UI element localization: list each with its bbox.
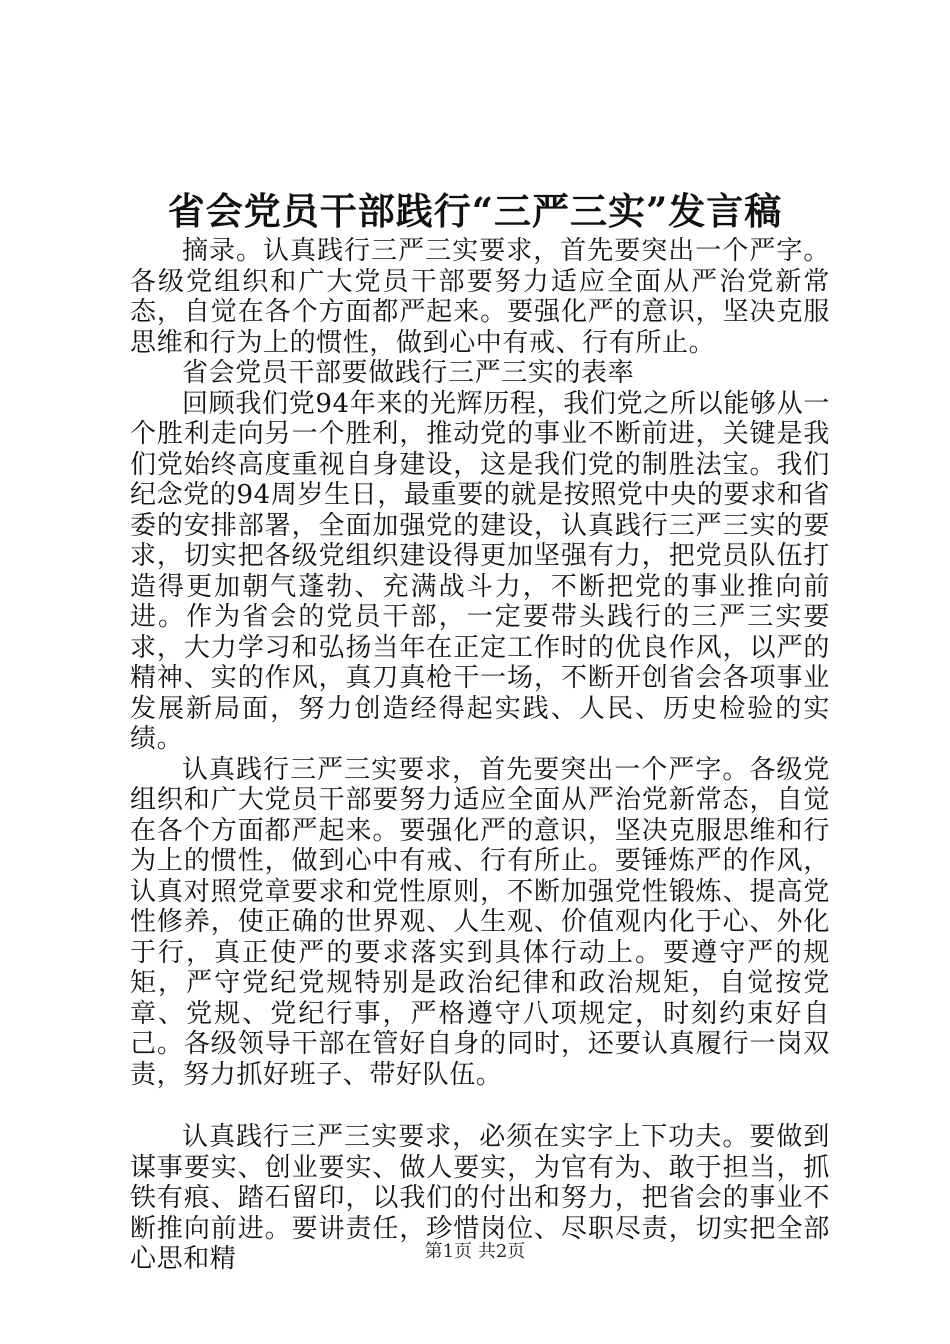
document-title: 省会党员干部践行“三严三实”发言稿 xyxy=(167,189,783,233)
page-number-footer: 第1页 共2页 xyxy=(424,1241,526,1262)
paragraph-history: 回顾我们党94年来的光辉历程，我们党之所以能够从一个胜利走向另一个胜利，推动党的事业不断前进，关键是我们党始终高度重视自身建设，这是我们党的制胜法宝。我们纪念党的94周岁生日，最重要的就是按照党中央的要求和省委的安排部署，全面加强党的建设，认真践行三严三实的要求，切实把各级党组织建设得更加坚强有力，把党员队伍打造得更加朝气蓬勃、充满战斗力，不断把党的事业推向前进。作为省会的党员干部，一定要带头践行的三严三实要求，大力学习和弘扬当年在正定工作时的优良作风，以严的精神、实的作风，真刀真枪干一场，不断开创省会各项事业发展新局面，努力创造经得起实践、人民、历史检验的实绩。 xyxy=(130,388,830,754)
paragraph-subtitle: 省会党员干部要做践行三严三实的表率 xyxy=(182,358,635,388)
paragraph-practical: 认真践行三严三实要求，必须在实字上下功夫。要做到谋事要实、创业要实、做人要实，为官有为、敢于担当，抓铁有痕、踏石留印，以我们的付出和努力，把省会的事业不断推向前进。要讲责任，珍惜岗位、尽职尽责，切实把全部心思和精 xyxy=(130,1122,830,1274)
paragraph-abstract: 摘录。认真践行三严三实要求，首先要突出一个严字。各级党组织和广大党员干部要努力适应全面从严治党新常态，自觉在各个方面都严起来。要强化严的意识，坚决克服思维和行为上的惯性，做到心中有戒、行有所止。 xyxy=(130,236,830,358)
document-body xyxy=(130,236,830,1275)
paragraph-strict: 认真践行三严三实要求，首先要突出一个严字。各级党组织和广大党员干部要努力适应全面从严治党新常态，自觉在各个方面都严起来。要强化严的意识，坚决克服思维和行为上的惯性，做到心中有戒、行有所止。要锤炼严的作风，认真对照党章要求和党性原则，不断加强党性锻炼、提高党性修养，使正确的世界观、人生观、价值观内化于心、外化于行，真正使严的要求落实到具体行动上。要遵守严的规矩，严守党纪党规特别是政治纪律和政治规矩，自觉按党章、党规、党纪行事，严格遵守八项规定，时刻约束好自己。各级领导干部在管好自身的同时，还要认真履行一岗双责，努力抓好班子、带好队伍。 xyxy=(130,754,830,1090)
